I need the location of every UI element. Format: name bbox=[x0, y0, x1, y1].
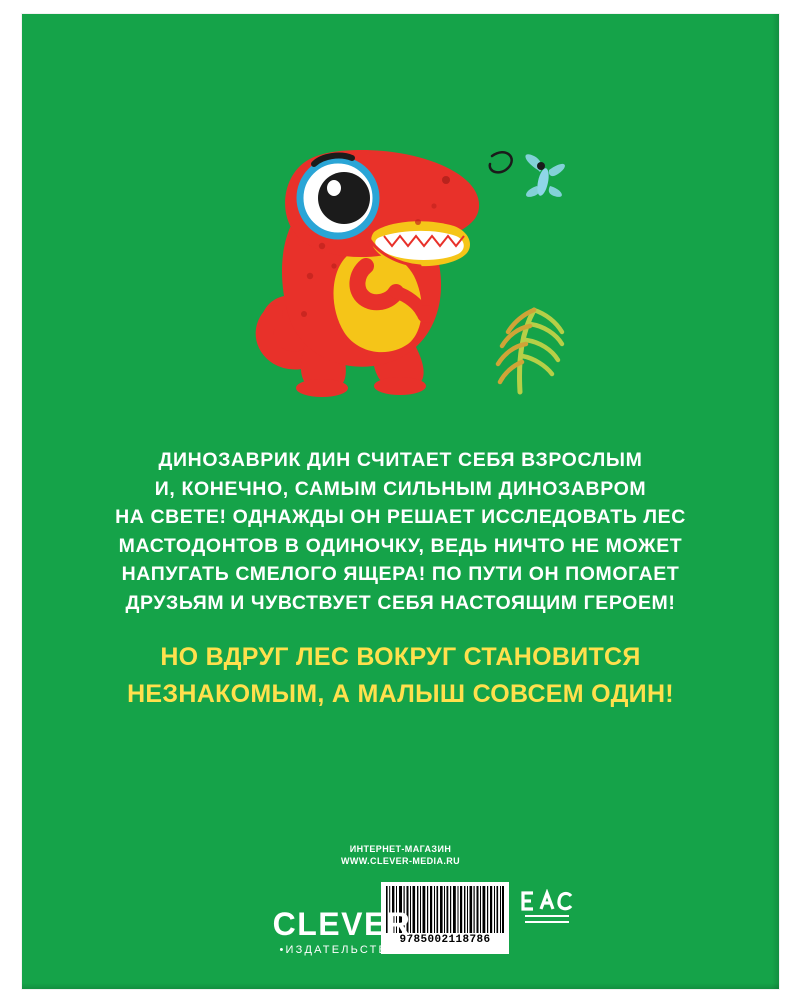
publisher-subtitle: •ИЗДАТЕЛЬСТВО• bbox=[279, 944, 405, 956]
publisher-logo bbox=[252, 907, 432, 958]
blurb-line: НА СВЕТЕ! ОДНАЖДЫ ОН РЕШАЕТ ИССЛЕДОВАТЬ ЛЕС bbox=[115, 506, 686, 528]
dinosaur-illustration bbox=[22, 14, 779, 434]
blurb-line: И, КОНЕЧНО, САМЫМ СИЛЬНЫМ ДИНОЗАВРОМ bbox=[154, 477, 647, 500]
shop-url: WWW.CLEVER-MEDIA.RU bbox=[340, 856, 461, 866]
blurb-line: ДРУЗЬЯМ И ЧУВСТВУЕТ СЕБЯ НАСТОЯЩИМ ГЕРОЕМ! bbox=[125, 591, 676, 614]
isbn-number: 9785002118786 bbox=[399, 934, 491, 946]
blurb-line: МАСТОДОНТОВ В ОДИНОЧКУ, ВЕДЬ НИЧТО НЕ МОЖЕТ bbox=[118, 534, 683, 557]
headline-line: НЕЗНАКОМЫМ, А МАЛЫШ СОВСЕМ ОДИН! bbox=[127, 680, 674, 708]
book-back-cover bbox=[22, 14, 779, 989]
shop-info bbox=[22, 843, 779, 867]
publisher-name: CLEVER bbox=[272, 906, 412, 942]
shop-label: ИНТЕРНЕТ-МАГАЗИН bbox=[349, 844, 452, 854]
blurb-line: НАПУГАТЬ СМЕЛОГО ЯЩЕРА! ПО ПУТИ ОН ПОМОГАЕТ bbox=[121, 563, 680, 585]
headline-text bbox=[22, 639, 779, 713]
cover-edge-shadow-bottom bbox=[22, 983, 779, 989]
blurb-line: ДИНОЗАВРИК ДИН СЧИТАЕТ СЕБЯ ВЗРОСЛЫМ bbox=[158, 449, 643, 471]
eac-mark bbox=[519, 889, 575, 929]
blurb-text bbox=[22, 446, 779, 617]
headline-line: НО ВДРУГ ЛЕС ВОКРУГ СТАНОВИТСЯ bbox=[160, 643, 641, 671]
